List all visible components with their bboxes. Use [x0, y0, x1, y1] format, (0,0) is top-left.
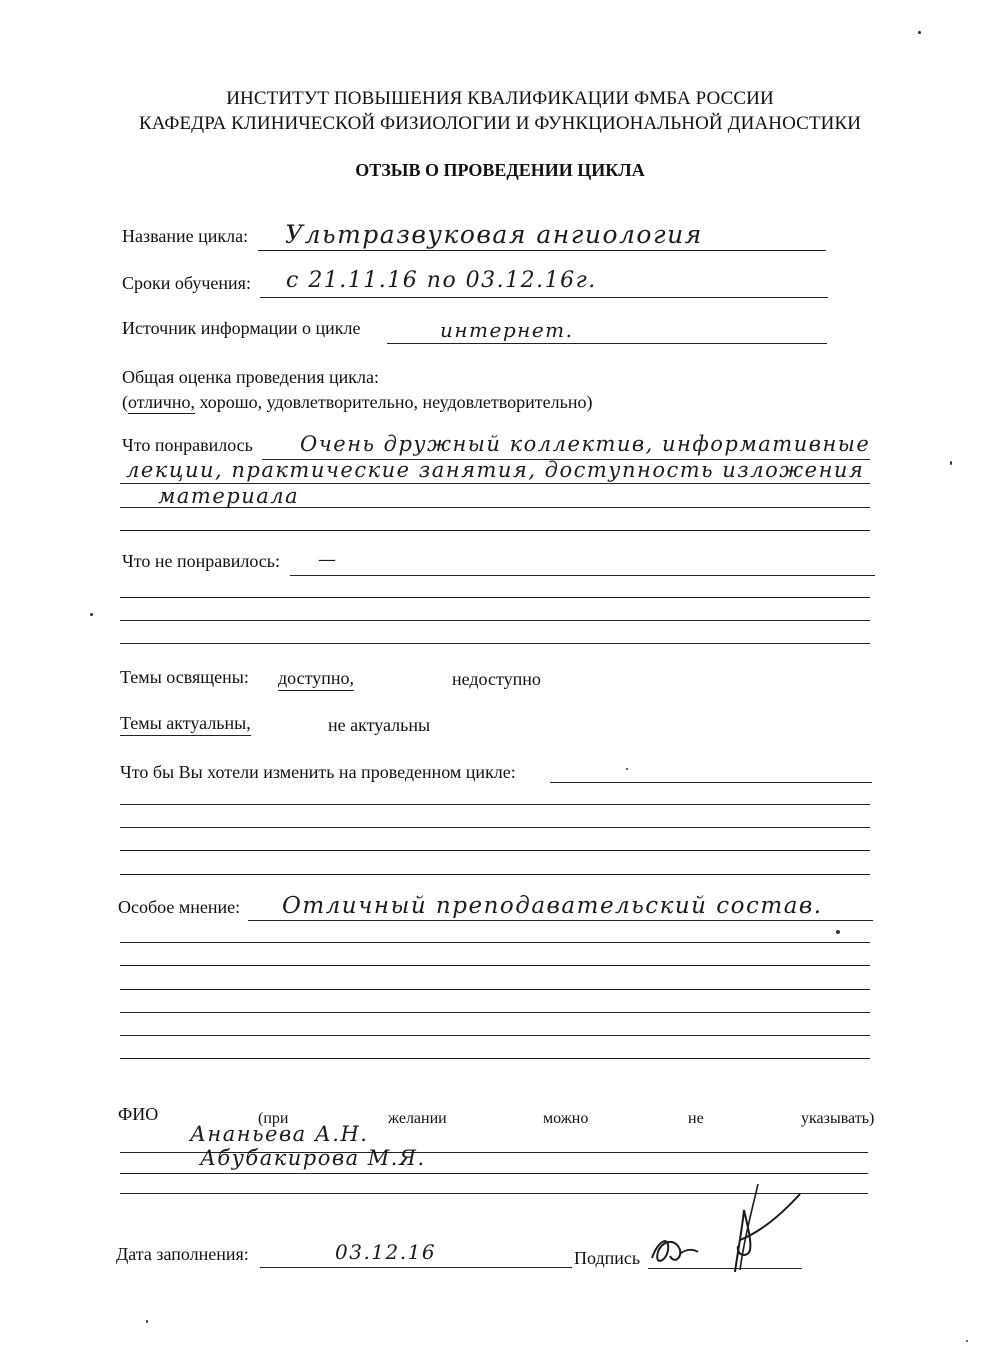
special-opinion-line-1 [248, 920, 873, 921]
fio-note-4: не [688, 1110, 704, 1127]
overall-label: Общая оценка проведения цикла: [122, 367, 379, 387]
special-opinion-line-2 [120, 942, 870, 943]
change-line-1 [550, 782, 872, 783]
special-opinion-value: Отличный преподавательский состав. [282, 893, 823, 919]
scan-speck [918, 31, 921, 34]
course-name-label: Название цикла: [122, 226, 249, 246]
disliked-line-3 [120, 620, 870, 621]
fio-note-3: можно [543, 1110, 589, 1127]
scan-speck [146, 1320, 148, 1323]
change-line-5 [120, 874, 870, 875]
scan-speck [90, 613, 93, 616]
dates-line [260, 297, 828, 298]
dates-value: с 21.11.16 по 03.12.16г. [286, 268, 597, 293]
fill-date-value: 03.12.16 [335, 1240, 437, 1264]
disliked-label: Что не понравилось: [122, 551, 280, 571]
special-opinion-line-4 [120, 989, 870, 990]
disliked-line-2 [120, 597, 870, 598]
change-line-4 [120, 850, 870, 851]
topics-relevance-option-b: не актуальны [328, 715, 431, 735]
change-label: Что бы Вы хотели изменить на проведенном цикле: [120, 762, 516, 782]
topics-clarity-label: Темы освящены: [120, 667, 249, 687]
fill-date-line [260, 1267, 572, 1268]
signature-label: Подпись [574, 1248, 641, 1268]
source-label: Источник информации о цикле [122, 318, 361, 338]
handwritten-signature [640, 1180, 810, 1280]
topics-clarity-option-b: недоступно [452, 669, 541, 689]
special-opinion-line-5 [120, 1012, 870, 1013]
disliked-value: — [318, 549, 338, 570]
fio-note-1: (при [258, 1110, 289, 1127]
special-opinion-line-6 [120, 1035, 870, 1036]
course-name-value: Ультразвуковая ангиология [285, 220, 703, 249]
disliked-line-4 [120, 643, 870, 644]
topics-relevance-selected: Темы актуальны, [120, 713, 251, 736]
fio-note-2: желании [388, 1110, 447, 1127]
source-line [387, 343, 827, 344]
source-value: интернет. [440, 318, 574, 342]
liked-label: Что понравилось [122, 435, 253, 455]
form-title: ОТЗЫВ О ПРОВЕДЕНИИ ЦИКЛА [355, 160, 645, 180]
scan-speck [836, 930, 840, 934]
dates-label: Сроки обучения: [122, 273, 251, 293]
liked-value-line2: лекции, практические занятия, доступность изложения [126, 458, 865, 482]
liked-value-line1: Очень дружный коллектив, информативные [300, 432, 871, 456]
fio-line-2 [120, 1173, 868, 1174]
change-line-2 [120, 804, 870, 805]
special-opinion-line-3 [120, 965, 870, 966]
special-opinion-line-7 [120, 1058, 870, 1059]
overall-options: (отлично, хорошо, удовлетворительно, неудовлетворительно) [122, 392, 593, 412]
fio-name-1: Ананьева А.Н. [190, 1122, 369, 1146]
institute-name: ИНСТИТУТ ПОВЫШЕНИЯ КВАЛИФИКАЦИИ ФМБА РОССИИ [226, 88, 774, 109]
fio-note-5: указывать) [801, 1110, 875, 1127]
fill-date-label: Дата заполнения: [116, 1244, 249, 1264]
liked-line-4 [120, 530, 870, 531]
fio-name-2: Абубакирова М.Я. [200, 1146, 426, 1170]
special-opinion-label: Особое мнение: [118, 897, 241, 917]
department-name: КАФЕДРА КЛИНИЧЕСКОЙ ФИЗИОЛОГИИ И ФУНКЦИОНАЛЬНОЙ ДИАНОСТИКИ [138, 113, 862, 134]
disliked-line-1 [290, 575, 875, 576]
fio-label: ФИО [118, 1104, 159, 1124]
scan-speck [950, 461, 952, 465]
overall-selected-option: отлично, [128, 392, 195, 412]
scan-speck [966, 1340, 968, 1342]
liked-value-line3: материала [158, 484, 300, 508]
course-name-line [258, 250, 826, 251]
change-line-3 [120, 827, 870, 828]
topics-clarity-selected: доступно, [278, 668, 354, 691]
scan-speck [626, 768, 628, 770]
